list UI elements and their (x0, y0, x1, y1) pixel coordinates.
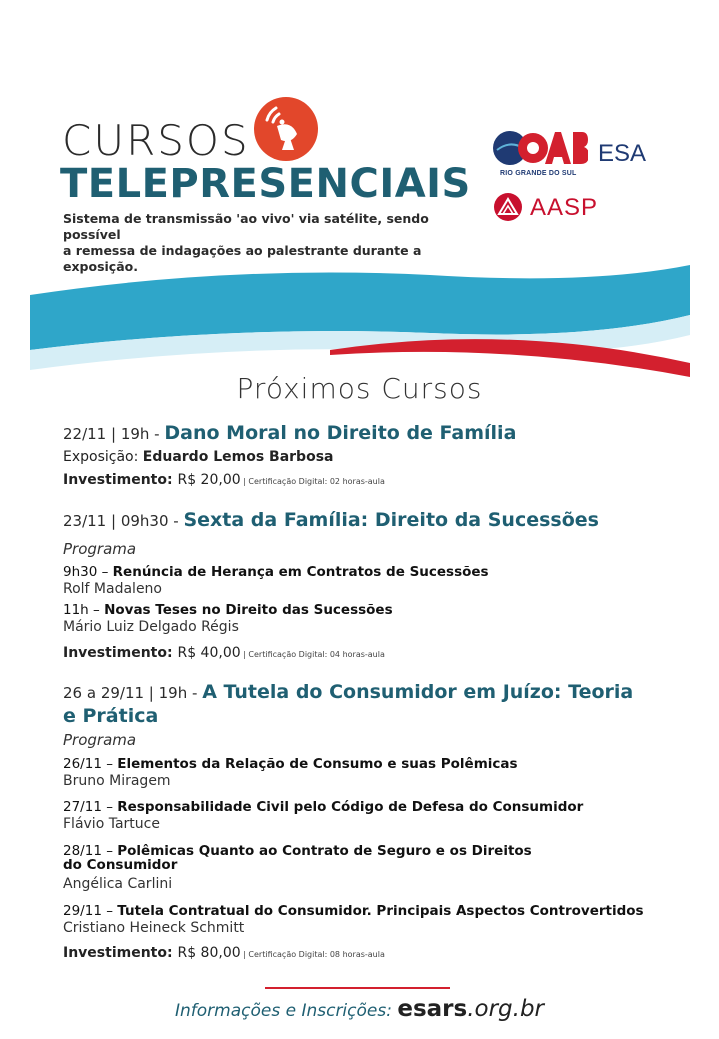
course-2-title: Sexta da Família: Direito da Sucessões (183, 509, 599, 531)
course-1-exposicao-name: Eduardo Lemos Barbosa (142, 449, 334, 465)
footer (0, 996, 719, 1022)
course-2-cert: | Certificação Digital: 04 horas-aula (240, 650, 385, 659)
course-2-programa: Programa (63, 540, 137, 558)
course-2-heading (63, 509, 599, 531)
footer-divider (265, 987, 450, 989)
course-3-item-1-topic: Elementos da Relação de Consumo e suas Polêmicas (117, 756, 518, 772)
course-3-item-3-speaker: Angélica Carlini (63, 876, 173, 892)
aasp-logo (493, 192, 523, 222)
course-1-investimento (63, 472, 385, 488)
course-3-invest-label: Investimento: (63, 945, 178, 961)
course-3-item-4-time: 29/11 – (63, 903, 118, 919)
course-2-invest-label: Investimento: (63, 645, 178, 661)
course-2-item-2-time: 11h – (63, 602, 105, 618)
course-1-invest-value: R$ 20,00 (177, 472, 241, 488)
course-3-title-line1: A Tutela do Consumidor em Juízo: Teoria (202, 681, 634, 703)
course-3-item-3-time: 28/11 – (63, 843, 118, 859)
course-3-investimento (63, 945, 385, 961)
course-3-invest-value: R$ 80,00 (177, 945, 241, 961)
footer-site-bold[interactable]: esars (397, 996, 468, 1022)
course-2-item-1 (63, 564, 489, 580)
course-3-heading (63, 681, 633, 703)
course-1-title: Dano Moral no Direito de Família (164, 422, 517, 444)
course-1-date: 22/11 | 19h - (63, 425, 165, 443)
decorative-waves (30, 255, 690, 385)
course-2-invest-value: R$ 40,00 (177, 645, 241, 661)
course-3-item-2-speaker: Flávio Tartuce (63, 816, 160, 832)
header-subtitle-line1: Sistema de transmissão 'ao vivo' via satélite, sendo possível (63, 211, 429, 242)
course-2-item-1-topic: Renúncia de Herança em Contratos de Sucessões (112, 564, 489, 580)
course-3-item-1-time: 26/11 – (63, 756, 118, 772)
section-title: Próximos Cursos (236, 372, 483, 405)
satellite-dish-icon (253, 96, 319, 162)
course-3-item-3-topic-line2: do Consumidor (63, 857, 178, 873)
course-2-date: 23/11 | 09h30 - (63, 512, 184, 530)
course-2-investimento (63, 645, 385, 661)
course-1-invest-label: Investimento: (63, 472, 178, 488)
course-3-programa: Programa (63, 731, 137, 749)
course-3-item-1-speaker: Bruno Miragem (63, 773, 171, 789)
footer-label: Informações e Inscrições: (174, 1001, 398, 1021)
course-2-item-1-time: 9h30 – (63, 564, 113, 580)
course-2-item-1-speaker: Rolf Madaleno (63, 581, 162, 597)
course-3-cert: | Certificação Digital: 08 horas-aula (240, 950, 385, 959)
course-1-exposicao (63, 449, 333, 465)
course-3-date: 26 a 29/11 | 19h - (63, 684, 203, 702)
course-1-exposicao-label: Exposição: (63, 449, 143, 465)
course-2-item-2 (63, 602, 393, 618)
course-3-item-4 (63, 903, 644, 919)
course-3-item-3-topic: Polêmicas Quanto ao Contrato de Seguro e os Direitos (117, 843, 532, 859)
course-3-item-2 (63, 799, 583, 815)
course-3-item-2-time: 27/11 – (63, 799, 118, 815)
header-title-telepresenciais: TELEPRESENCIAIS (60, 161, 471, 207)
footer-site-rest[interactable]: .org.br (467, 996, 545, 1022)
course-3-item-2-topic: Responsabilidade Civil pelo Código de Defesa do Consumidor (117, 799, 584, 815)
course-2-item-2-speaker: Mário Luiz Delgado Régis (63, 619, 239, 635)
course-2-item-2-topic: Novas Teses no Direito das Sucessões (104, 602, 393, 618)
course-3-title-line2: e Prática (63, 705, 159, 727)
header-title-cursos: CURSOS (62, 116, 250, 165)
oab-rs-label: RIO GRANDE DO SUL (500, 170, 577, 177)
course-3-item-4-topic: Tutela Contratual do Consumidor. Principais Aspectos Controvertidos (117, 903, 644, 919)
oab-esa-label: ESA (598, 140, 647, 167)
aasp-label: AASP (530, 194, 599, 221)
course-1-cert: | Certificação Digital: 02 horas-aula (240, 477, 385, 486)
course-1-heading (63, 422, 516, 444)
course-3-item-1 (63, 756, 518, 772)
header-subtitle-line2: a remessa de indagações ao palestrante durante a exposição. (63, 243, 422, 274)
course-3-item-4-speaker: Cristiano Heineck Schmitt (63, 920, 245, 936)
